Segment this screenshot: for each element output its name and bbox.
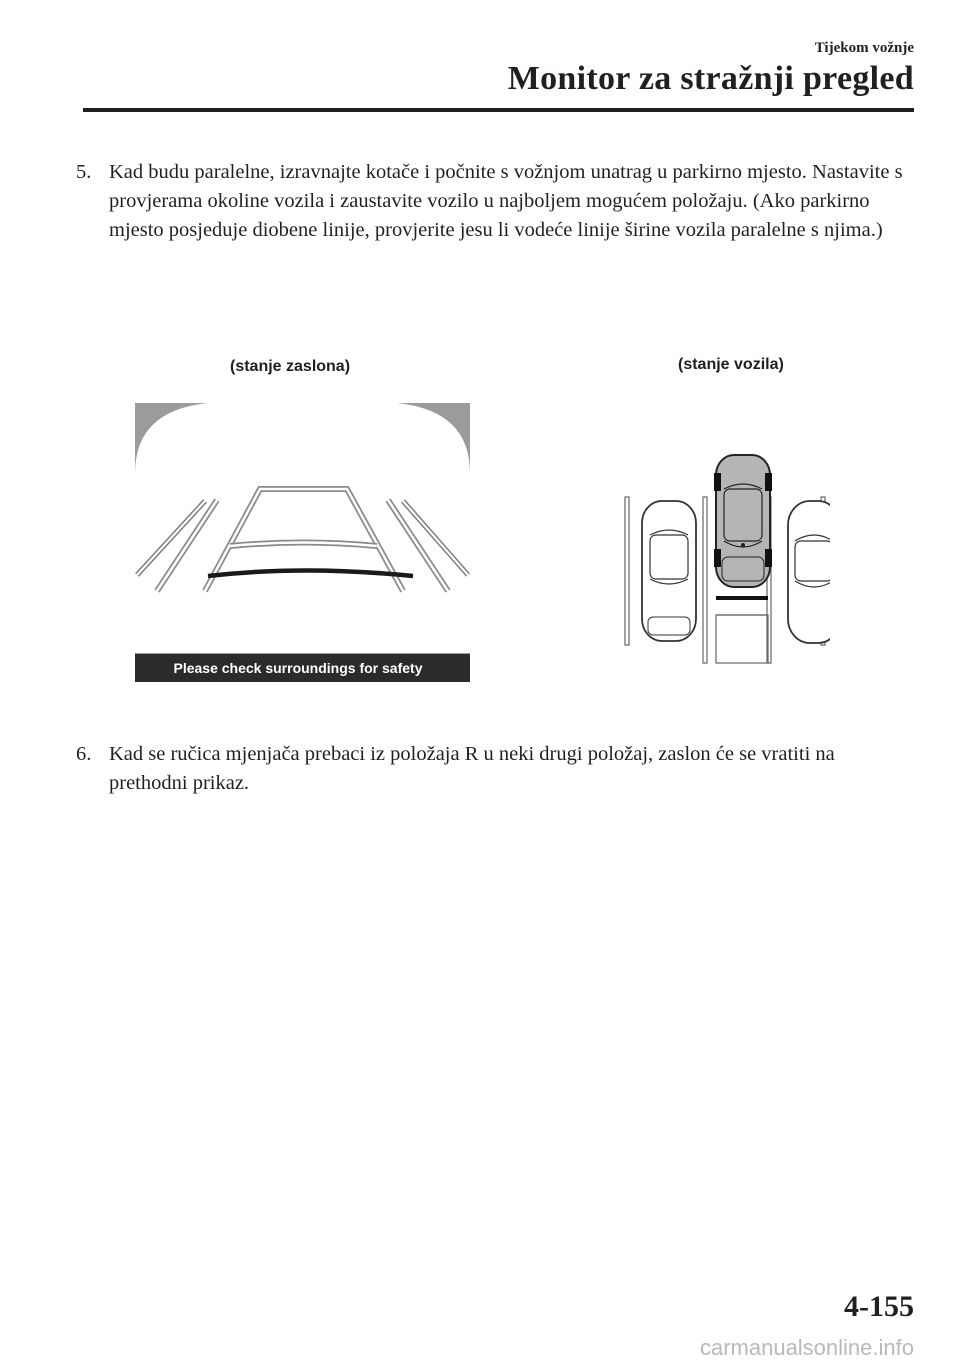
parking-line — [625, 497, 629, 645]
step-6 — [76, 740, 916, 798]
step-text: Kad se ručica mjenjača prebaci iz položaja R u neki drugi položaj, zaslon će se vratiti na prethodni prikaz. — [109, 743, 835, 794]
camera-screen-illustration — [135, 403, 470, 682]
reversing-car — [714, 455, 772, 587]
vehicle-caption: (stanje vozila) — [678, 356, 784, 373]
safety-banner-text: Please check surroundings for safety — [173, 660, 423, 676]
step-text: Kad budu paralelne, izravnajte kotače i počnite s vožnjom unatrag u parkirno mjesto. Nastavite s provjerama okoline vozila i zaustavite vozilo u najboljem mogućem položaju. (Ako parkirno mjesto posjeduje diobene linije, provjerite jesu li vodeće linije širine vozila paralelne s njima.) — [109, 161, 903, 241]
header-rule — [83, 108, 914, 112]
page-title: Monitor za stražnji pregled — [507, 60, 914, 97]
screen-caption: (stanje zaslona) — [230, 358, 351, 375]
step-5 — [76, 158, 916, 245]
parking-box — [716, 615, 768, 663]
page-number: 4-155 — [844, 1290, 914, 1323]
section-label: Tijekom vožnje — [814, 40, 914, 56]
step-number: 6. — [76, 743, 92, 765]
camera-view-area — [135, 403, 470, 653]
step-number: 5. — [76, 161, 92, 183]
parked-car-right — [788, 501, 830, 643]
parking-scene-illustration — [610, 445, 830, 667]
stop-line — [716, 596, 768, 600]
parked-car-left — [642, 501, 696, 641]
watermark: carmanualsonline.info — [699, 1335, 914, 1360]
parking-line — [703, 497, 707, 663]
